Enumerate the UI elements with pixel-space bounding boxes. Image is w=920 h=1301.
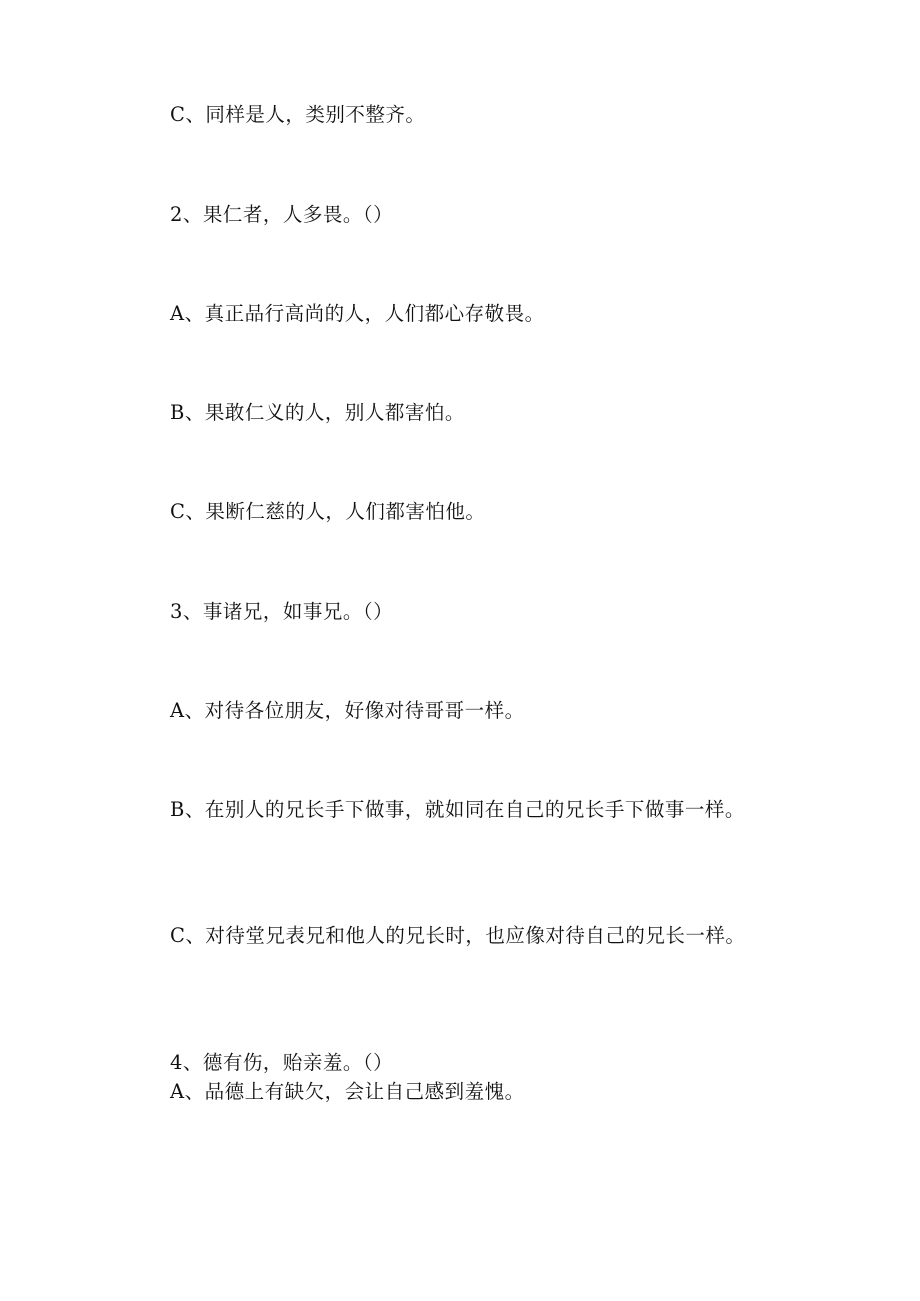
option-b-line: B、在别人的兄长手下做事，就如同在自己的兄长手下做事一样。 (170, 798, 745, 821)
question-3: 3、事诸兄，如事兄。（） (170, 600, 394, 623)
option-a-line: A、品德上有缺欠，会让自己感到羞愧。 (170, 1080, 525, 1103)
option-a-line: A、真正品行高尚的人，人们都心存敬畏。 (170, 302, 545, 325)
option-c-line: C、果断仁慈的人，人们都害怕他。 (170, 500, 486, 523)
option-b-line: B、果敢仁义的人，别人都害怕。 (170, 401, 465, 424)
option-c-line: C、对待堂兄表兄和他人的兄长时，也应像对待自己的兄长一样。 (170, 924, 746, 947)
question-4: 4、德有伤，贻亲羞。（） (170, 1051, 394, 1074)
option-a-line: A、对待各位朋友，好像对待哥哥一样。 (170, 699, 525, 722)
question-2: 2、果仁者，人多畏。（） (170, 203, 394, 226)
option-c-line: C、同样是人，类别不整齐。 (170, 103, 426, 126)
